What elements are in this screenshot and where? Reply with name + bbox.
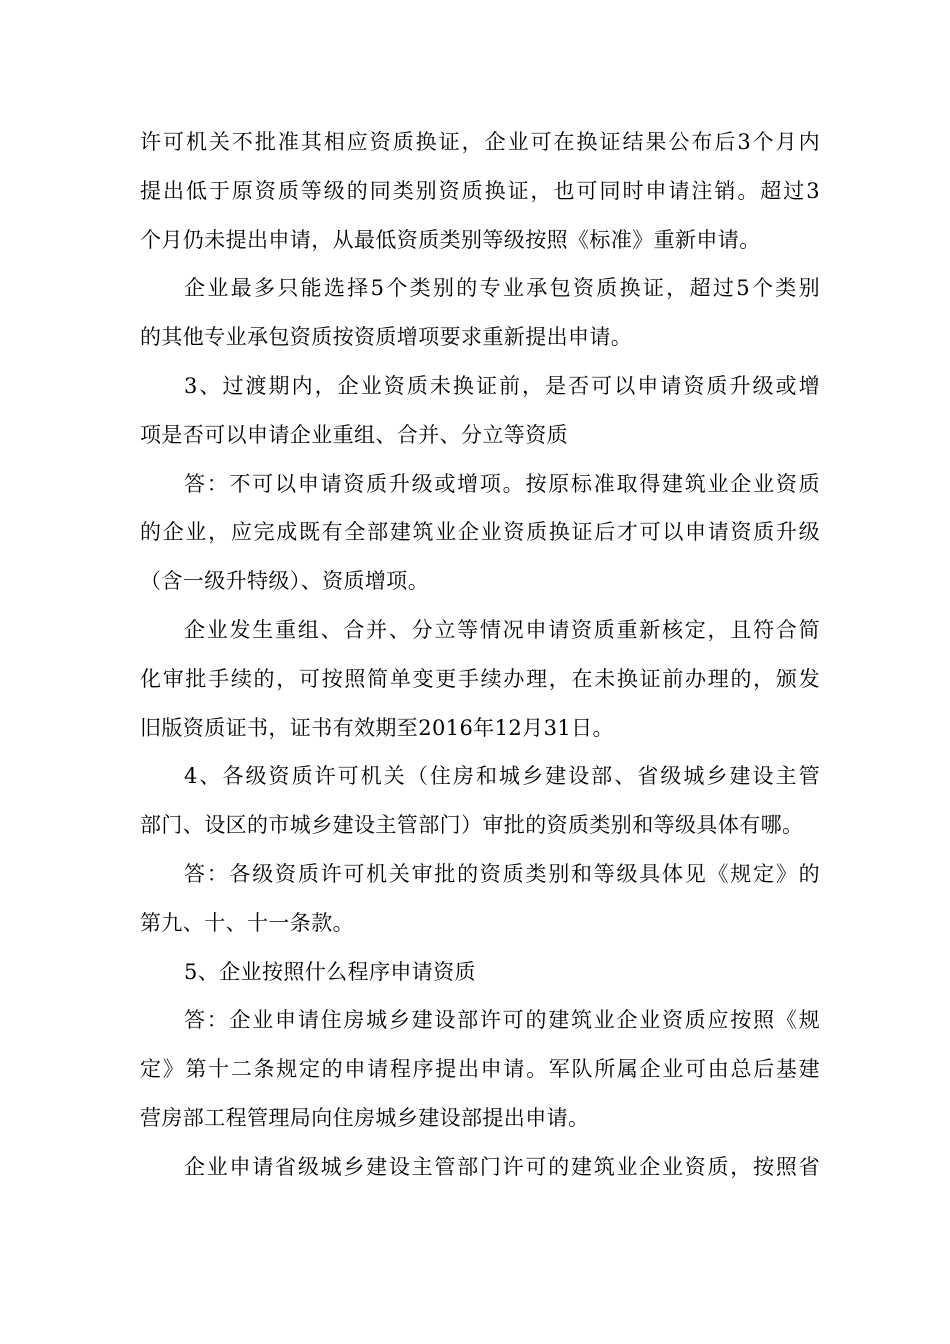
text-line: （含一级升特级）、资质增项。	[140, 569, 430, 594]
text-line: 营房部工程管理局向住房城乡建设部提出申请。	[140, 1105, 590, 1130]
text-line: 的企业，应完成既有全部建筑业企业资质换证后才可以申请资质升级	[140, 520, 820, 545]
text-line: 企业最多只能选择5个类别的专业承包资质换证，超过5个类别	[184, 276, 820, 301]
text-line: 旧版资质证书，证书有效期至2016年12月31日。	[140, 715, 614, 740]
text-line: 5、企业按照什么程序申请资质	[184, 959, 476, 984]
text-line: 答：各级资质许可机关审批的资质类别和等级具体见《规定》的	[184, 861, 820, 886]
text-line: 定》第十二条规定的申请程序提出申请。军队所属企业可由总后基建	[140, 1057, 820, 1082]
text-line: 许可机关不批准其相应资质换证，企业可在换证结果公布后3个月内	[140, 130, 820, 154]
text-line: 3、过渡期内，企业资质未换证前，是否可以申请资质升级或增	[184, 373, 820, 398]
text-line: 个月仍未提出申请，从最低资质类别等级按照《标准》重新申请。	[140, 227, 761, 252]
text-line: 项是否可以申请企业重组、合并、分立等资质	[140, 422, 568, 447]
text-line: 第九、十、十一条款。	[140, 910, 354, 935]
text-line: 的其他专业承包资质按资质增项要求重新提出申请。	[140, 325, 633, 350]
text-line: 答：不可以申请资质升级或增项。按原标准取得建筑业企业资质	[184, 471, 820, 496]
text-line: 企业申请省级城乡建设主管部门许可的建筑业企业资质，按照省	[184, 1154, 820, 1179]
document-body	[140, 118, 820, 1192]
text-line: 化审批手续的，可按照简单变更手续办理，在未换证前办理的，颁发	[140, 666, 820, 691]
text-line: 企业发生重组、合并、分立等情况申请资质重新核定，且符合简	[184, 617, 820, 642]
text-line: 答：企业申请住房城乡建设部许可的建筑业企业资质应按照《规	[184, 1008, 820, 1033]
text-line: 4、各级资质许可机关（住房和城乡建设部、省级城乡建设主管	[184, 764, 820, 789]
text-line: 提出低于原资质等级的同类别资质换证，也可同时申请注销。超过3	[140, 178, 820, 203]
text-line: 部门、设区的市城乡建设主管部门）审批的资质类别和等级具体有哪。	[140, 813, 804, 838]
